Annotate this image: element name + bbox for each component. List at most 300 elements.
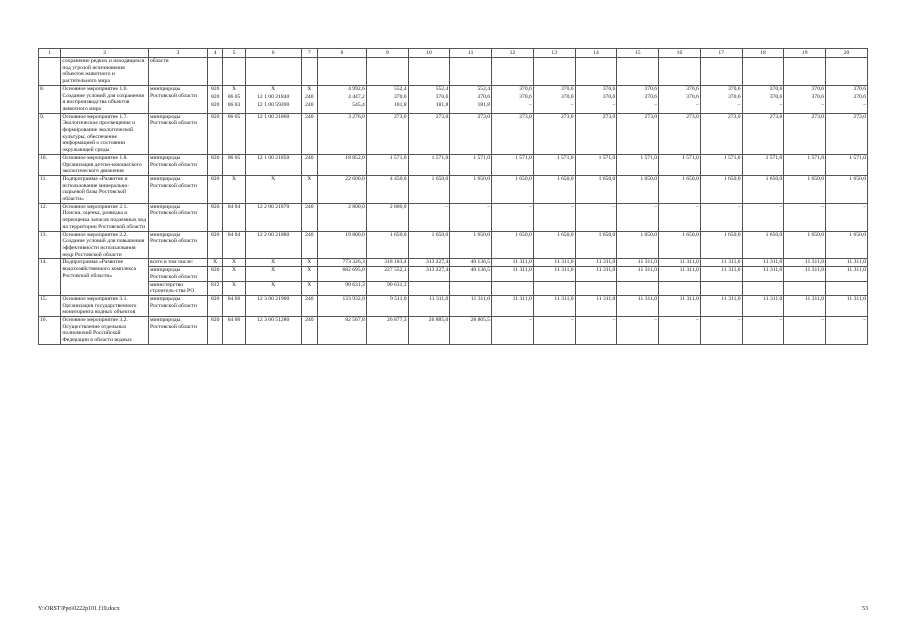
value-line: 273,0 — [394, 113, 407, 120]
value-cell — [492, 295, 534, 316]
value-cell: X — [245, 281, 301, 295]
value-line: 1 650,0 — [431, 231, 449, 238]
value-cell — [617, 317, 659, 345]
row-number: 11. — [39, 175, 61, 203]
value-line: – — [529, 102, 532, 109]
value-cell: X — [208, 259, 223, 267]
header-cell: 18 — [742, 49, 784, 58]
value-line: 370,6 — [519, 94, 532, 100]
value-line: 1 650,0 — [473, 175, 491, 182]
value-line: – — [445, 203, 449, 210]
value-line: 545,4 — [352, 102, 365, 109]
value-line: 240 — [305, 94, 314, 100]
value-cell — [784, 317, 826, 345]
row-number: 14. — [39, 259, 61, 296]
value-cell — [245, 58, 301, 86]
value-cell — [533, 317, 575, 345]
value-cell — [366, 85, 408, 113]
row-name: Подпрограмма «Развитие и использование минерально-сырьевой базы Ростовской области» — [61, 175, 149, 203]
value-cell — [408, 281, 450, 295]
value-line: X — [231, 85, 237, 92]
value-line: 04 06 — [227, 317, 241, 324]
value-line: – — [696, 317, 699, 324]
value-line: 1 571,0 — [765, 154, 783, 161]
value-cell — [826, 85, 868, 113]
value-cell — [742, 85, 784, 113]
value-cell — [366, 317, 408, 345]
value-cell — [742, 317, 784, 345]
value-cell: 11 311,0 — [492, 259, 534, 267]
value-cell — [492, 175, 534, 203]
value-cell — [617, 58, 659, 86]
value-cell: X — [301, 267, 317, 281]
row-executor: минприроды Ростовской области — [148, 317, 207, 345]
value-line: 273,0 — [602, 113, 616, 120]
value-cell — [245, 113, 301, 154]
value-line: – — [821, 203, 825, 210]
value-line: 1 650,0 — [682, 231, 699, 238]
value-cell — [208, 295, 223, 316]
value-cell: 11 311,0 — [826, 267, 868, 281]
value-cell — [784, 58, 826, 86]
value-line: 240 — [305, 295, 314, 302]
value-line: 26 877,3 — [387, 317, 407, 324]
value-line: 1 650,0 — [807, 175, 825, 182]
budget-table — [38, 48, 868, 345]
value-cell — [784, 231, 826, 259]
value-line: 273,0 — [435, 113, 449, 120]
value-cell — [575, 295, 617, 316]
value-cell — [317, 113, 366, 154]
value-cell — [492, 317, 534, 345]
row-number: 15. — [39, 295, 61, 316]
value-line: 820 — [210, 113, 220, 120]
row-name: Основное мероприятие 1.7. Экологическое просвещение и формирование экологической культуры, обеспечение информацией о состоянии окружающей среды — [61, 113, 149, 154]
value-line: 1 650,0 — [556, 231, 574, 238]
value-cell: 11 311,0 — [784, 267, 826, 281]
value-cell — [575, 58, 617, 86]
value-cell — [450, 281, 492, 295]
value-line: 1 571,0 — [849, 154, 866, 161]
value-cell — [208, 203, 223, 231]
value-cell — [301, 154, 317, 175]
value-line: 11 311,0 — [679, 295, 699, 302]
value-line: – — [737, 102, 741, 109]
value-cell: 11 311,0 — [617, 259, 659, 267]
value-cell — [317, 85, 366, 113]
value-cell: 11 311,0 — [826, 259, 868, 267]
value-cell — [301, 113, 317, 154]
value-cell — [408, 203, 450, 231]
header-cell: 19 — [784, 49, 826, 58]
value-cell — [208, 154, 223, 175]
value-cell — [492, 58, 534, 86]
value-cell — [659, 281, 701, 295]
value-cell — [301, 317, 317, 345]
value-line: 1 571,0 — [431, 154, 449, 161]
value-line: 1 650,0 — [473, 231, 491, 238]
value-cell: 11 311,0 — [533, 267, 575, 281]
value-cell: 318 183,4 — [366, 259, 408, 267]
value-cell — [533, 281, 575, 295]
value-cell — [223, 317, 245, 345]
row-executor: минприроды Ростовской области — [148, 113, 207, 154]
table-row — [39, 295, 868, 316]
value-line: 3 276,0 — [348, 113, 365, 120]
value-cell — [223, 154, 245, 175]
value-cell: 11 311,0 — [700, 267, 742, 281]
value-line: 240 — [305, 113, 314, 120]
value-line: 1 571,0 — [640, 154, 658, 161]
value-line: 1 650,0 — [765, 231, 783, 238]
value-cell — [575, 203, 617, 231]
value-line: 1 650,0 — [723, 231, 741, 238]
value-line: 273,0 — [561, 113, 574, 120]
value-line: 1 571,0 — [473, 154, 491, 161]
value-cell — [245, 154, 301, 175]
value-cell — [742, 154, 784, 175]
value-cell — [366, 203, 408, 231]
value-line: 240 — [305, 154, 314, 161]
value-line: 2 800,0 — [348, 203, 365, 210]
value-line: 1 650,0 — [849, 231, 866, 238]
value-line: 820 — [210, 102, 220, 109]
value-line: 11 311,0 — [637, 295, 658, 302]
value-line: 12 3 00 51280 — [257, 317, 290, 324]
value-line: 12 1 00 21850 — [257, 154, 290, 161]
value-cell — [492, 154, 534, 175]
value-cell — [700, 203, 742, 231]
value-line: – — [612, 203, 616, 210]
value-cell — [408, 113, 450, 154]
value-line: 1 571,0 — [682, 154, 699, 161]
value-line: 19 800,0 — [345, 231, 365, 238]
value-line: 11 311,0 — [596, 295, 616, 302]
value-line: 11 311,0 — [763, 295, 783, 302]
value-line: – — [863, 317, 866, 324]
value-cell — [742, 58, 784, 86]
value-line: – — [821, 102, 825, 109]
value-cell — [784, 85, 826, 113]
value-cell: 682 695,0 — [317, 267, 366, 281]
row-name: Основное мероприятие 1.8. Организация детско-юношеского экологического движения — [61, 154, 149, 175]
value-cell: 227 552,1 — [366, 267, 408, 281]
value-cell — [575, 154, 617, 175]
row-executor: минприроды Ростовской области — [148, 154, 207, 175]
value-line: – — [779, 102, 783, 109]
value-cell: 11 311,0 — [784, 259, 826, 267]
value-cell — [317, 58, 366, 86]
value-line: 82 567,8 — [345, 317, 365, 324]
value-line: 1 650,0 — [765, 175, 783, 182]
value-cell — [533, 203, 575, 231]
value-cell — [659, 317, 701, 345]
value-line: 552,4 — [477, 85, 491, 92]
value-line: 11 311,0 — [804, 295, 825, 302]
value-line: 1 650,0 — [598, 175, 616, 182]
value-line: 370,6 — [561, 85, 574, 92]
value-cell — [533, 154, 575, 175]
value-cell — [450, 295, 492, 316]
value-cell — [492, 281, 534, 295]
value-cell — [223, 175, 245, 203]
value-line: 240 — [305, 231, 314, 238]
value-cell — [223, 85, 245, 113]
value-line: – — [779, 203, 783, 210]
value-cell — [700, 154, 742, 175]
value-cell: 11 311,0 — [659, 267, 701, 281]
value-cell — [223, 231, 245, 259]
value-cell — [575, 231, 617, 259]
value-cell: 11 311,0 — [700, 259, 742, 267]
value-cell — [492, 113, 534, 154]
header-cell: 15 — [617, 49, 659, 58]
value-cell — [533, 85, 575, 113]
value-line: 273,0 — [811, 113, 825, 120]
value-line: 12 3 00 21900 — [257, 295, 290, 302]
value-line: 1 650,0 — [431, 175, 449, 182]
value-cell — [659, 113, 701, 154]
table-row — [39, 203, 868, 231]
table-row — [39, 58, 868, 86]
row-number: 9. — [39, 113, 61, 154]
table-row — [39, 231, 868, 259]
value-cell — [366, 58, 408, 86]
value-cell — [408, 58, 450, 86]
value-line: 370,6 — [477, 94, 491, 100]
value-cell — [301, 203, 317, 231]
value-cell — [301, 295, 317, 316]
value-cell — [826, 281, 868, 295]
value-line: 181,8 — [435, 102, 449, 109]
value-cell — [450, 203, 492, 231]
row-executor: минприроды Ростовской области — [148, 203, 207, 231]
value-line: – — [696, 102, 699, 109]
value-cell — [742, 113, 784, 154]
value-line: 240 — [305, 317, 314, 324]
header-cell: 8 — [317, 49, 366, 58]
value-cell — [784, 154, 826, 175]
value-line: 11 311,0 — [721, 295, 741, 302]
value-line: 370,6 — [561, 94, 574, 100]
value-line: 12 1 00 21860 — [257, 113, 290, 120]
value-cell — [317, 175, 366, 203]
value-cell — [245, 317, 301, 345]
row-name: Основное мероприятие 2.1. Поиски, оценка, разведка и переоценка запасов подземных вод на территории Ростовской области — [61, 203, 149, 231]
value-line: 1 650,0 — [682, 175, 699, 182]
value-cell — [575, 113, 617, 154]
value-cell: 11 311,0 — [533, 259, 575, 267]
value-cell — [575, 281, 617, 295]
value-line: 28 805,5 — [470, 317, 491, 324]
value-cell: X — [223, 267, 245, 281]
header-cell: 13 — [533, 49, 575, 58]
value-line: 18 852,0 — [345, 154, 365, 161]
value-cell: X — [301, 259, 317, 267]
value-cell: X — [223, 281, 245, 295]
value-line: 370,6 — [519, 85, 532, 92]
value-cell: 773 326,3 — [317, 259, 366, 267]
row-executor: минприроды Ростовской области — [148, 231, 207, 259]
value-line: 1 571,0 — [389, 154, 407, 161]
value-cell — [450, 175, 492, 203]
value-cell — [575, 85, 617, 113]
value-cell: 11 311,0 — [742, 267, 784, 281]
header-cell: 10 — [408, 49, 450, 58]
value-line: X — [271, 175, 276, 182]
value-line: 820 — [210, 231, 220, 238]
row-executor: области — [148, 58, 207, 86]
value-line: 820 — [210, 94, 220, 100]
value-cell — [366, 175, 408, 203]
value-cell — [826, 295, 868, 316]
value-cell: 313 227,4 — [408, 267, 450, 281]
value-line: 2 800,0 — [389, 203, 407, 210]
value-cell — [208, 317, 223, 345]
value-cell — [826, 58, 868, 86]
value-cell — [366, 154, 408, 175]
header-cell: 5 — [223, 49, 245, 58]
value-cell — [408, 317, 450, 345]
value-cell — [659, 295, 701, 316]
value-line: 370,6 — [644, 94, 658, 100]
value-cell — [317, 154, 366, 175]
value-cell — [575, 317, 617, 345]
value-cell — [450, 231, 492, 259]
row-executor: минприроды Ростовской области — [148, 267, 207, 281]
row-name: Подпрограмма «Развитие водохозяйственного комплекса Ростовской области» — [61, 259, 149, 296]
value-line: 370,6 — [853, 94, 866, 100]
value-cell: X — [301, 281, 317, 295]
value-cell — [223, 113, 245, 154]
value-cell — [617, 231, 659, 259]
row-name: Основное мероприятие 2.2. Создание условий для повышения эффективности использования недр Ростовской области — [61, 231, 149, 259]
header-cell: 20 — [826, 49, 868, 58]
value-line: 370,6 — [435, 94, 449, 100]
value-cell: X — [223, 259, 245, 267]
value-line: 370,6 — [728, 94, 741, 100]
value-line: 1 571,0 — [807, 154, 825, 161]
value-cell: 11 311,0 — [617, 267, 659, 281]
table-row — [39, 85, 868, 113]
row-number: 12. — [39, 203, 61, 231]
value-cell: 11 311,0 — [575, 259, 617, 267]
row-number: 16. — [39, 317, 61, 345]
value-line: 370,6 — [853, 85, 866, 92]
value-line: 1 650,0 — [515, 175, 532, 182]
header-cell: 1 — [39, 49, 61, 58]
value-cell — [659, 85, 701, 113]
value-cell — [826, 113, 868, 154]
value-line: 11 311,0 — [554, 295, 574, 302]
row-name: Основное мероприятие 3.1. Организация государственного мониторинга водных объектов — [61, 295, 149, 316]
value-cell — [450, 317, 492, 345]
row-executor: всего в том числе: — [148, 259, 207, 267]
header-cell: 2 — [61, 49, 149, 58]
value-cell — [408, 154, 450, 175]
row-executor: министерство строитель-ства РО — [148, 281, 207, 295]
value-line: – — [654, 102, 658, 109]
table-row — [39, 259, 868, 267]
row-number: 10. — [39, 154, 61, 175]
value-cell — [826, 317, 868, 345]
header-row — [39, 49, 868, 58]
value-cell — [533, 175, 575, 203]
value-cell — [223, 295, 245, 316]
value-cell — [301, 175, 317, 203]
row-number: 13. — [39, 231, 61, 259]
value-cell — [245, 85, 301, 113]
value-line: – — [863, 203, 866, 210]
header-cell: 12 — [492, 49, 534, 58]
value-line: 133 932,0 — [342, 295, 365, 302]
value-cell — [617, 154, 659, 175]
value-cell — [617, 295, 659, 316]
table-row — [39, 154, 868, 175]
value-cell: 11 311,0 — [575, 267, 617, 281]
value-line: 273,0 — [728, 113, 741, 120]
value-line: 820 — [210, 317, 220, 324]
value-line: 370,6 — [644, 85, 658, 92]
value-cell — [617, 281, 659, 295]
value-cell — [533, 295, 575, 316]
value-line: – — [821, 317, 825, 324]
table-row — [39, 175, 868, 203]
header-cell: 9 — [366, 49, 408, 58]
value-cell — [317, 317, 366, 345]
value-line: 820 — [210, 85, 220, 92]
value-cell — [700, 231, 742, 259]
value-cell — [208, 175, 223, 203]
value-line: – — [529, 203, 532, 210]
value-line: 1 650,0 — [640, 175, 658, 182]
value-cell — [492, 231, 534, 259]
value-line: 181,8 — [477, 102, 491, 109]
value-cell — [317, 231, 366, 259]
value-line: 1 571,0 — [556, 154, 574, 161]
value-cell: 11 311,0 — [742, 259, 784, 267]
value-line: – — [654, 203, 658, 210]
value-cell — [826, 203, 868, 231]
value-line: 4 450,0 — [389, 175, 407, 182]
value-cell — [700, 317, 742, 345]
value-cell — [826, 231, 868, 259]
value-cell: 11 311,0 — [659, 259, 701, 267]
value-line: 06 05 — [227, 94, 241, 100]
header-cell: 14 — [575, 49, 617, 58]
value-line: – — [737, 317, 741, 324]
value-line: – — [654, 317, 658, 324]
value-cell — [659, 203, 701, 231]
value-cell — [617, 175, 659, 203]
value-line: X — [307, 85, 312, 92]
value-cell: 40 136,5 — [450, 259, 492, 267]
value-cell — [408, 231, 450, 259]
value-cell — [700, 113, 742, 154]
value-cell — [826, 154, 868, 175]
value-line: – — [612, 317, 616, 324]
file-path: Y:\ORST\Ppo\0222p101.f19.docx — [38, 606, 120, 612]
value-line: X — [307, 175, 312, 182]
value-line: 9 511,0 — [390, 295, 407, 302]
value-line: 370,6 — [394, 94, 407, 100]
value-cell — [575, 175, 617, 203]
value-line: X — [271, 85, 276, 92]
value-cell — [245, 231, 301, 259]
value-line: 181,8 — [394, 102, 407, 109]
value-line: 1 650,0 — [389, 231, 407, 238]
value-line: 820 — [210, 295, 220, 302]
